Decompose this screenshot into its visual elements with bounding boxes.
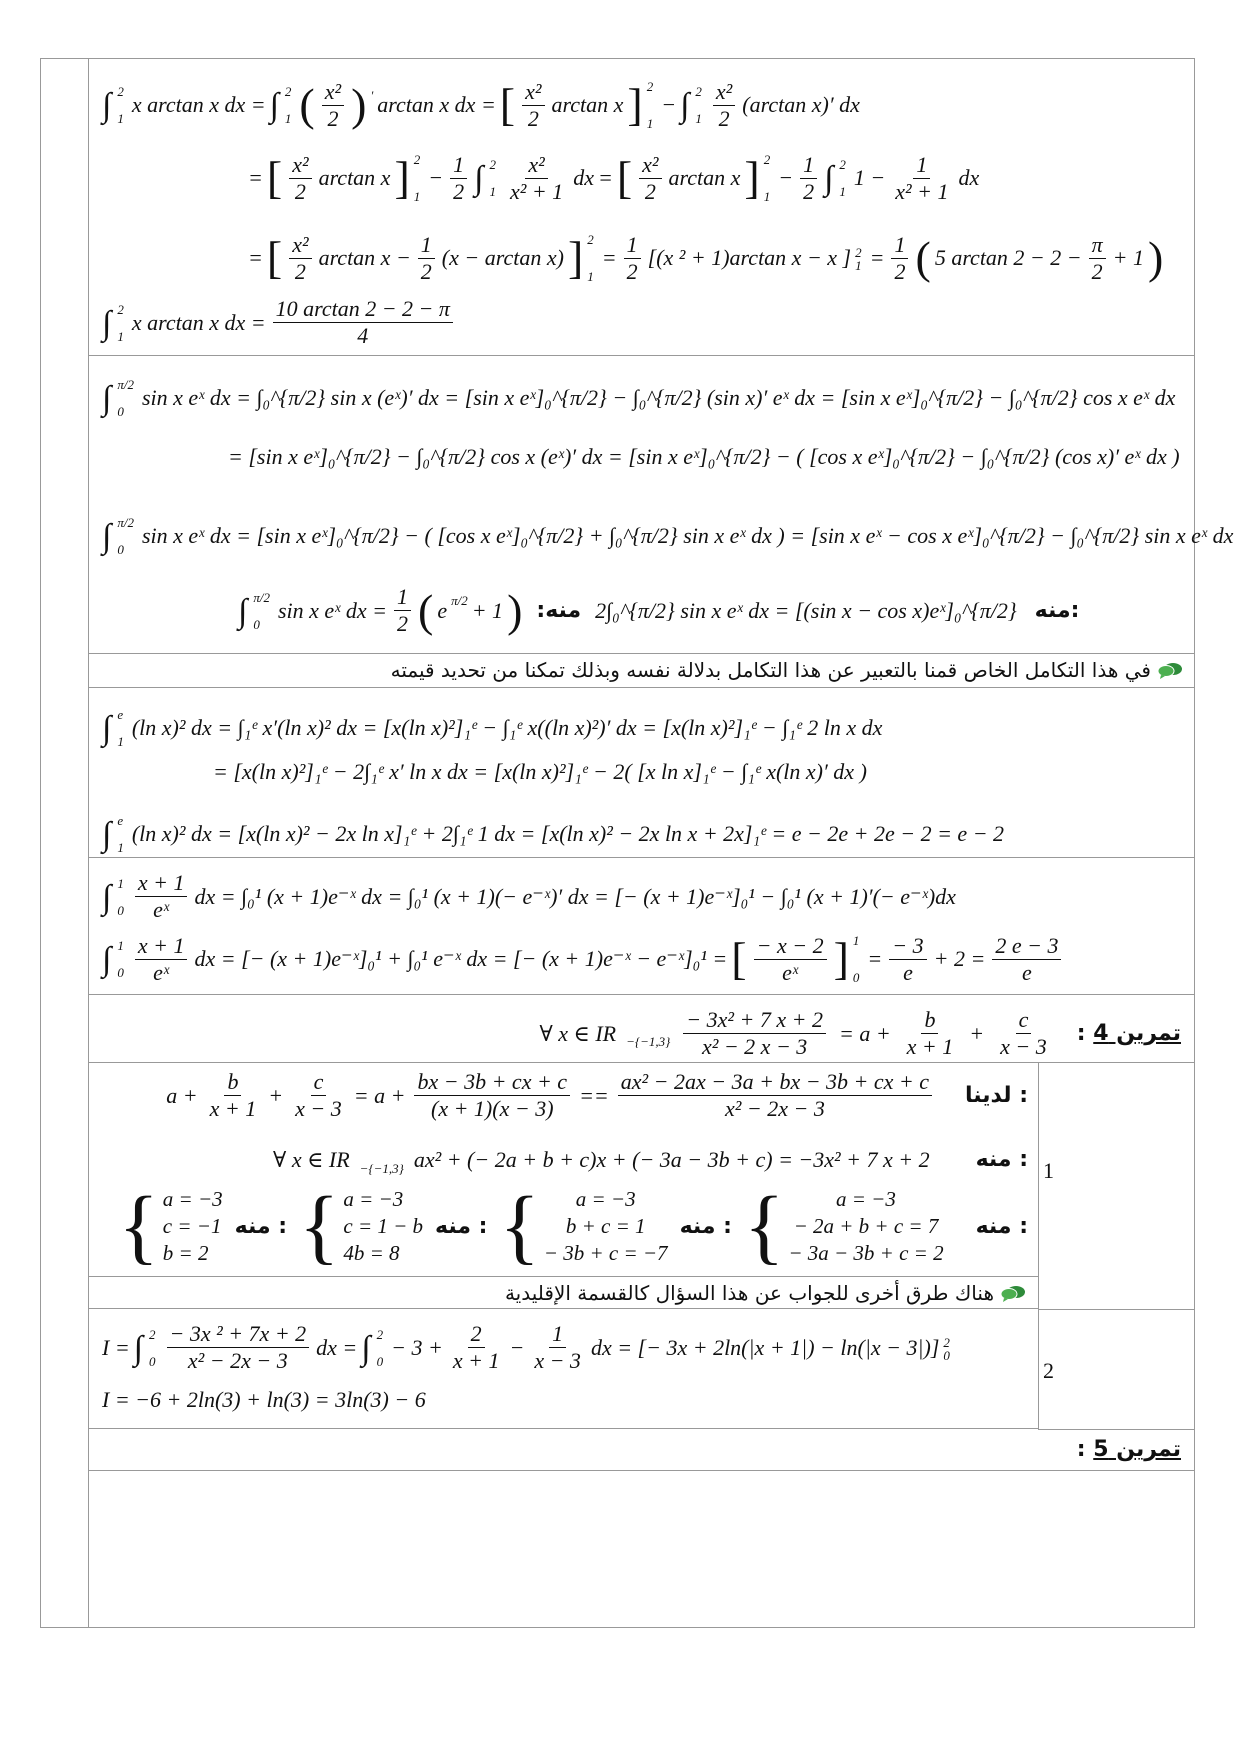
note-text: في هذا التكامل الخاص قمنا بالتعبير عن هذا التكامل بدلالة نفسه وبذلك تمكنا من تحديد قيمته [390,658,1151,682]
part-1-number: 1 [1043,1158,1054,1183]
part-divider-h [1038,1309,1195,1310]
part2-line-1: I = ∫ 2 0 $\frac{\text{− 3x ² + 7x + 2}}{\text{x² − 2x − 3}}$ dx = ∫ 2 0 − 3 + $\frac{2}{x + 1}$ − $\frac{1}{x - 3}$ dx = [− 3x + 2ln(|x + 1|) − ln(|x − 3|)] 2 0 [102,1321,950,1373]
part1-line-2: ∀ x ∈ IR −{−1,3} ax² + (− 2a + b + c)x + (− 3a − 3b + c) = −3x² + 7 x + 2 منه : [273,1147,1028,1176]
arctan-result: ∫ 2 1 x arctan x dx = $\frac{10 \arctan 2 - 2 - \pi}{4}$ [102,298,456,347]
ln-line-3: ∫ e 1 (ln x)² dx = [x(ln x)² − 2x ln x]₁ᵉ + 2∫₁ᵉ 1 dx = [x(ln x)² − 2x ln x + 2x]₁ᵉ = e − 2e + 2e − 2 = e − 2 [102,813,1005,855]
part1-line-1: a + $\frac{b}{x + 1}$ + $\frac{c}{x - 3}$ = a + $\frac{bx - 3b + cx + c}{(x + 1)(x - 3)}$ == $\frac{\text{ax² − 2ax − 3a + bx − 3b + cx + c}}{\text{x² − 2x − 3}}$ لدينا : [166,1069,1028,1121]
part1-systems: { a = −3 c = −1 b = 2 منه : { a = −3 c = 1 − b 4b = 8 منه : { a = −3 b + c = 1 − 3b + c = −7 منه : { a = −3 − 2a + b + c = 7 − 3a − 3b + c = 2 منه : [118,1179,1028,1273]
system-2: { a = −3 b + c = 1 − 3b + c = −7 [499,1179,668,1273]
arctan-line-2: = [ $\frac{\text{x²}}{2}$ arctan x ] 2 1 − $\frac{1}{2}$ ∫ 2 1 $\frac{\text{x²}}{\text{x² + 1}}$ dx = [ $\frac{\text{x²}}{2}$ arctan x ] 2 1 − $\frac{1}{2}$ ∫ 2 1 1 − $\frac{1}{\text{x² + 1}}$ dx [248,151,980,204]
exercise-5-title: تمرين 5 [1093,1437,1181,1462]
arctan-integral-block [88,58,1195,356]
ln-squared-integral-block [88,688,1195,858]
ln-line-1: ∫ e 1 (ln x)² dx = ∫₁ᵉ x′(ln x)² dx = [x(ln x)²]₁ᵉ − ∫₁ᵉ x((ln x)²)′ dx = [x(ln x)²]₁ᵉ − ∫₁ᵉ 2 ln x dx [102,707,883,749]
arctan-line-3: = [ $\frac{\text{x²}}{2}$ arctan x − $\frac{1}{2}$ (x − arctan x) ] 2 1 = $\frac{1}{2}$ [(x ² + 1)arctan x − x ] 2 1 = $\frac{1}{2}$ ( 5 arctan 2 − 2 − $\frac{\pi}{2}$ + 1 ) [248,231,1164,284]
note-text: هناك طرق أخرى للجواب عن هذا السؤال كالقسمة الإقليدية [504,1281,994,1305]
exp-integral-block [88,858,1195,995]
sin-line-4: ∫ π/2 0 sin x eˣ dx = $\frac{1}{2}$ ( e π/2 + 1 ) :منه 2∫₀^{π/2} sin x eˣ dx = [(sin x − cos x)eˣ]₀^{π/2} منه: [238,584,1080,636]
system-3: { a = −3 c = 1 − b 4b = 8 [299,1179,424,1273]
exp-line-2: ∫ 1 0 $\frac{x + 1}{\text{eˣ}}$ dx = [− (x + 1)e⁻ˣ]₀¹ + ∫₀¹ e⁻ˣ dx = [− (x + 1)e⁻ˣ − e⁻ˣ]₀¹ = [ $\frac{- x - 2}{\text{eˣ}}$ ] 1 0 = $\frac{- 3}{e}$ + 2 = $\frac{2 e - 3}{e}$ [102,934,1064,984]
system-1: { a = −3 − 2a + b + c = 7 − 3a − 3b + c = 2 [743,1179,944,1273]
arctan-line-1: ∫ 2 1 x arctan x dx = ∫ 2 1 ( $\frac{\text{x²}}{2}$ ) ′ arctan x dx = [ $\frac{\text{x²}}{2}$ arctan x ] 2 1 − ∫ 2 1 $\frac{\text{x²}}{2}$ (arctan x)′ dx [102,78,860,131]
exercise-4-line: ∀ x ∈ IR −{−1,3} $\frac{\text{− 3x² + 7 x + 2}}{\text{x² − 2 x − 3}}$ = a + $\frac{b}{x + 1}$ + $\frac{c}{x - 3}$ : تمرين 4 [539,1007,1181,1059]
ln-line-2: = [x(ln x)²]₁ᵉ − 2∫₁ᵉ x′ ln x dx = [x(ln x)²]₁ᵉ − 2( [x ln x]₁ᵉ − ∫₁ᵉ x(ln x)′ dx ) [213,759,867,784]
note-self-referential-integral [88,654,1195,688]
note-other-methods [88,1277,1038,1309]
left-margin-column [40,58,88,1628]
part-number-divider [1038,1063,1039,1429]
document-page [40,58,1234,1628]
system-4: { a = −3 c = −1 b = 2 [118,1179,223,1273]
exercise-5-heading: : تمرين 5 [88,1429,1195,1471]
part-2-number: 2 [1043,1358,1054,1383]
exercise-4-part-1 [88,1063,1038,1277]
exercise-4-part-2 [88,1309,1038,1429]
sin-line-1: ∫ π/2 0 sin x eˣ dx = ∫₀^{π/2} sin x (eˣ)′ dx = [sin x eˣ]₀^{π/2} − ∫₀^{π/2} (sin x)′ eˣ dx = [sin x eˣ]₀^{π/2} − ∫₀^{π/2} cos x eˣ dx [102,377,1176,419]
sin-line-3: ∫ π/2 0 sin x eˣ dx = [sin x eˣ]₀^{π/2} − ( [cos x eˣ]₀^{π/2} + ∫₀^{π/2} sin x eˣ dx ) = [sin x eˣ − cos x eˣ]₀^{π/2} − ∫₀^{π/2} sin x eˣ dx [102,515,1234,557]
exp-line-1: ∫ 1 0 $\frac{x + 1}{\text{eˣ}}$ dx = ∫₀¹ (x + 1)e⁻ˣ dx = ∫₀¹ (x + 1)(− e⁻ˣ)′ dx = [− (x + 1)e⁻ˣ]₀¹ − ∫₀¹ (x + 1)′(− e⁻ˣ)dx [102,870,956,922]
exercise-4-title: تمرين 4 [1093,1020,1181,1046]
exercise-4-statement [88,995,1195,1063]
speech-bubbles-icon [1157,661,1183,679]
sin-line-2: = [sin x eˣ]₀^{π/2} − ∫₀^{π/2} cos x (eˣ)′ dx = [sin x eˣ]₀^{π/2} − ( [cos x eˣ]₀^{π/2} − ∫₀^{π/2} (cos x)′ eˣ dx ) [228,444,1180,469]
part2-line-2: I = −6 + 2ln(3) + ln(3) = 3ln(3) − 6 [102,1387,426,1412]
sin-exp-integral-block [88,356,1234,654]
speech-bubbles-icon [1000,1284,1026,1302]
